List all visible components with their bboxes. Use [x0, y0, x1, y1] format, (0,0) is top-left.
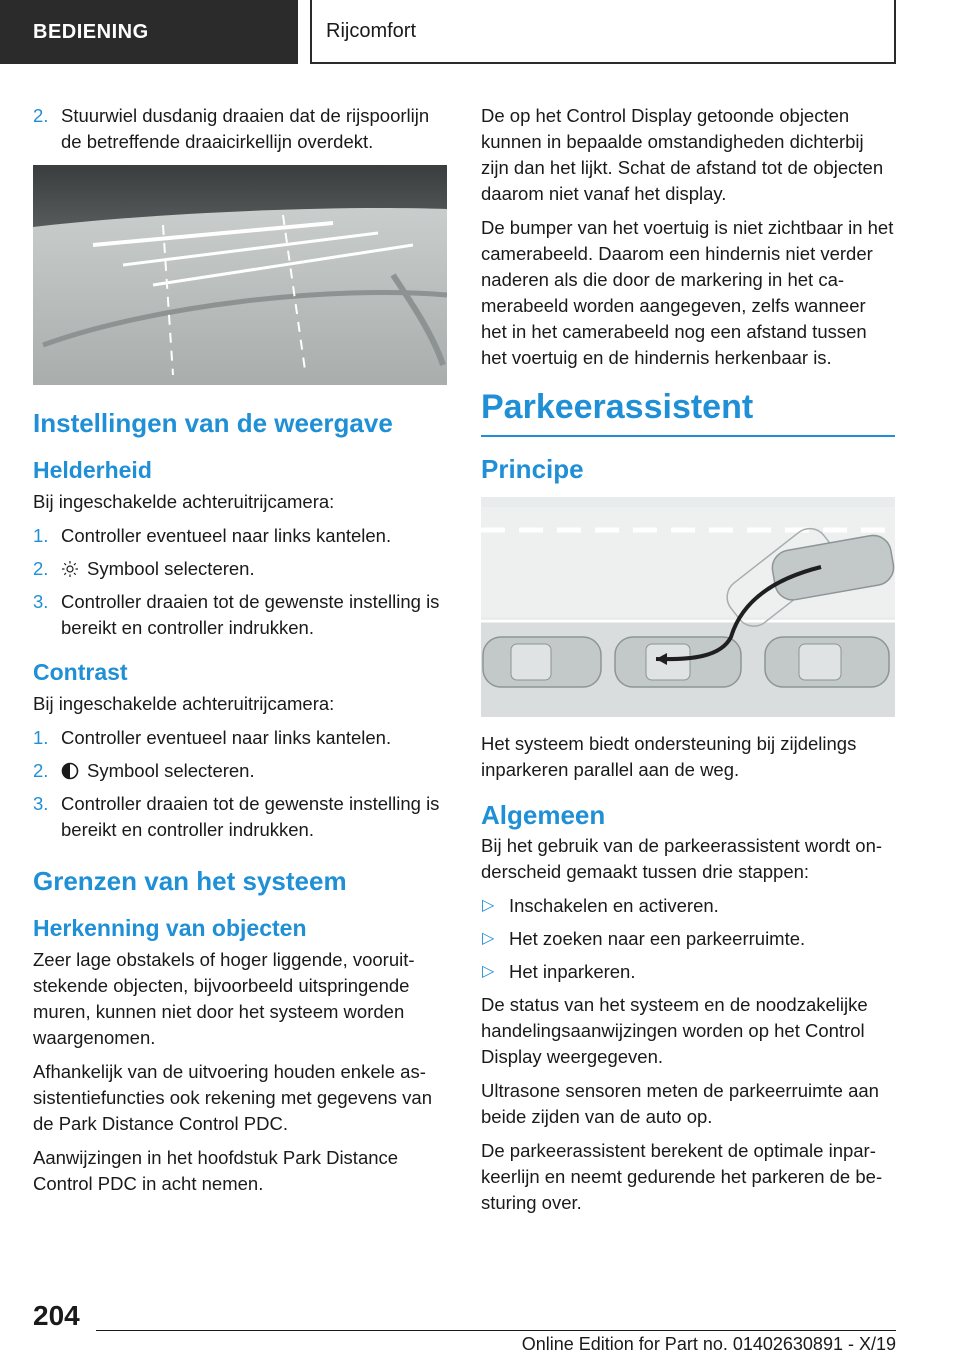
- steps-bullets: [481, 893, 895, 985]
- general-intro: Bij het gebruik van de parkeerassistent wordt onderscheid gemaakt tussen drie stappen:: [481, 835, 883, 882]
- paragraph: De parkeerassistent berekent de optimale inparkeerlijn en neemt gedurende het parkeren de besturing over.: [481, 1140, 883, 1213]
- system-limits-heading: Grenzen van het systeem: [33, 866, 347, 896]
- footer-divider: [96, 1330, 896, 1331]
- paragraph: Afhankelijk van de uitvoering houden enkele assistentiefuncties ook rekening met gegevens van de Park Distance Control PDC.: [33, 1061, 433, 1134]
- contrast-heading: Contrast: [33, 659, 128, 685]
- paragraph: Aanwijzingen in het hoofdstuk Park Distance Control PDC in acht nemen.: [33, 1147, 399, 1194]
- contrast-half-circle-icon: [61, 762, 79, 780]
- triangle-bullet-icon: ▷: [482, 963, 495, 980]
- list-item: ▷ Het zoeken naar een parkeerruimte.: [481, 926, 895, 952]
- triangle-bullet-icon: ▷: [482, 897, 495, 914]
- contrast-intro: Bij ingeschakelde achteruitrijcamera:: [33, 693, 335, 714]
- list-item: 2. Symbool selecteren.: [33, 760, 255, 781]
- rear-camera-image: [33, 165, 447, 385]
- contrast-steps: [33, 725, 447, 843]
- list-item: 2. Stuurwiel dusdanig draaien dat de rijspoorlijn de betreffende draaicirkellijn overdekt.: [33, 105, 430, 152]
- triangle-bullet-icon: ▷: [482, 930, 495, 947]
- brightness-steps: [33, 523, 447, 641]
- brightness-heading: Helderheid: [33, 457, 152, 483]
- paragraph: Ultrasone sensoren meten de parkeerruimte aan beide zijden van de auto op.: [481, 1080, 879, 1127]
- section-title: Parkeerassistent: [481, 385, 895, 437]
- object-detection-heading: Herkenning van objecten: [33, 915, 307, 941]
- page-number: 204: [33, 1300, 80, 1331]
- paragraph: Zeer lage obstakels of hoger liggende, vooruitstekende objecten, bijvoorbeeld uitspringende muren, kunnen niet door het systeem worden waargenomen.: [33, 949, 415, 1048]
- paragraph: De status van het systeem en de noodzakelijke handelingsaanwijzingen worden op het Control Display weergegeven.: [481, 994, 868, 1067]
- paragraph: De op het Control Display getoonde objecten kunnen in bepaalde omstandigheden dichterbij zijn dan het lijkt. Schat de afstand tot de objecten daarom niet vanaf het display.: [481, 105, 884, 204]
- right-column: [481, 103, 895, 1224]
- section-tab: [0, 0, 298, 64]
- paragraph: De bumper van het voertuig is niet zichtbaar in het camerabeeld. Daarom een hindernis niet verder naderen als die door de markering in het camerabeeld worden aangegeven, zelfs wanneer het in het camerabeeld nog een afstand tussen het voertuig en de hindernis herkenbaar is.: [481, 217, 894, 368]
- general-heading: Algemeen: [481, 800, 606, 830]
- list-item: 1. Controller eventueel naar links kantelen.: [33, 727, 392, 748]
- steering-steps: [33, 103, 447, 155]
- brightness-intro: Bij ingeschakelde achteruitrijcamera:: [33, 491, 335, 512]
- list-item: 3. Controller draaien tot de gewenste instelling is bereikt en controller indrukken.: [33, 793, 440, 840]
- list-item: 1. Controller eventueel naar links kantelen.: [33, 525, 392, 546]
- parking-illustration: [481, 497, 895, 717]
- edition-note: Online Edition for Part no. 01402630891 - X/19: [521, 1334, 896, 1354]
- chapter-tab: [310, 0, 896, 64]
- section-label: BEDIENING: [33, 20, 149, 43]
- list-item: 3. Controller draaien tot de gewenste instelling is bereikt en controller indrukken.: [33, 591, 440, 638]
- brightness-sun-icon: [61, 560, 79, 578]
- principle-heading: Principe: [481, 454, 584, 484]
- list-item: ▷ Inschakelen en activeren.: [481, 893, 895, 919]
- display-settings-heading: Instellingen van de weergave: [33, 408, 393, 438]
- list-item: ▷ Het inparkeren.: [481, 959, 895, 985]
- principle-caption: Het systeem biedt ondersteuning bij zijdelings inparkeren parallel aan de weg.: [481, 733, 857, 780]
- chapter-label: Rijcomfort: [326, 19, 417, 42]
- list-item: 2. Symbool selecteren.: [33, 558, 255, 579]
- left-column: [33, 103, 447, 1205]
